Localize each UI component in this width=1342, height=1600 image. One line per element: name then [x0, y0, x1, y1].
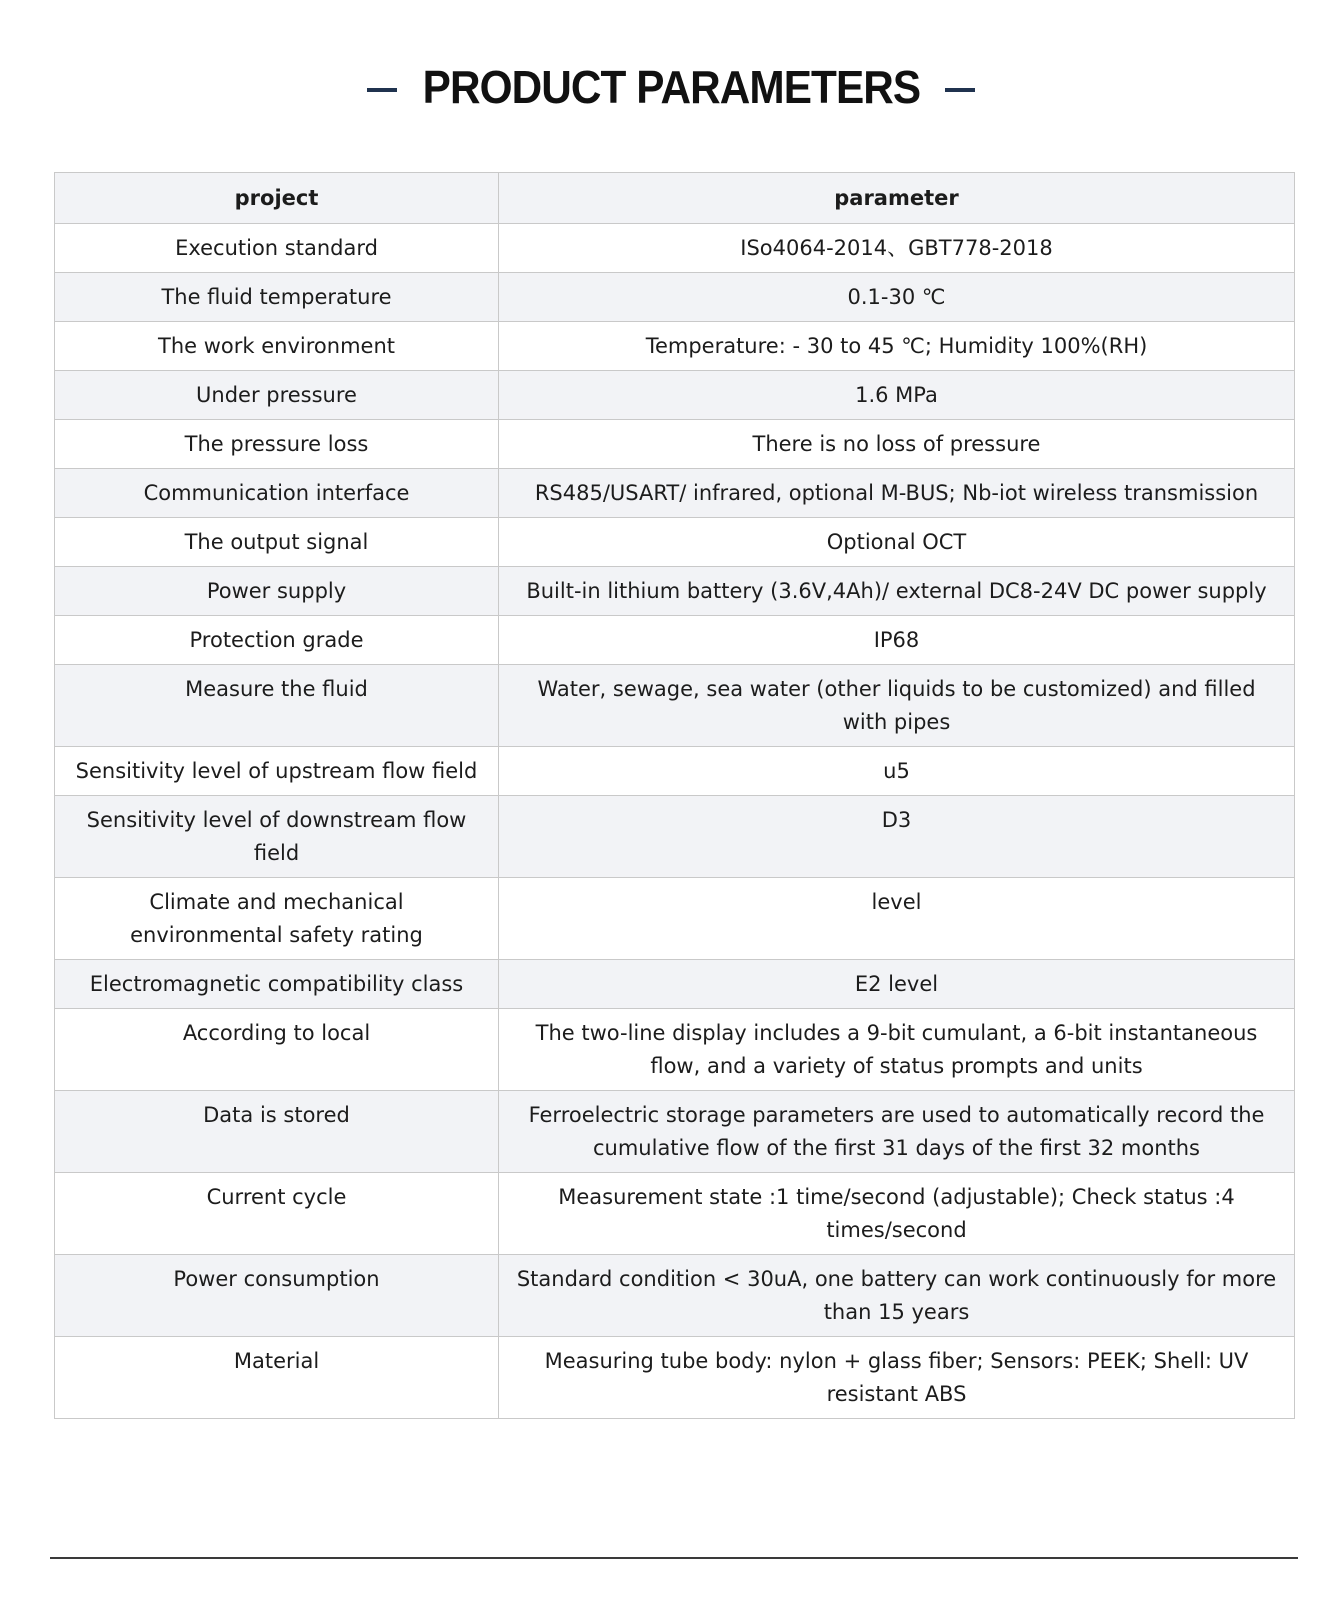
table-row [55, 322, 1295, 371]
table-row [55, 420, 1295, 469]
table-row [55, 1173, 1295, 1255]
table-row [55, 273, 1295, 322]
parameters-table [54, 172, 1295, 1419]
row-project-cell: The fluid temperature [55, 273, 499, 322]
row-project-cell: Communication interface [55, 469, 499, 518]
page-header [0, 60, 1342, 114]
table-row [55, 1009, 1295, 1091]
row-parameter-cell: Standard condition < 30uA, one battery can work continuously for more than 15 years [499, 1255, 1295, 1337]
table-header-row [55, 173, 1295, 224]
row-project-cell: Sensitivity level of upstream flow field [55, 747, 499, 796]
title-right-dash [945, 88, 975, 92]
row-project-cell: Measure the fluid [55, 665, 499, 747]
page-title: PRODUCT PARAMETERS [422, 61, 920, 113]
title-left-dash [367, 88, 397, 92]
row-parameter-cell: Optional OCT [499, 518, 1295, 567]
row-parameter-cell: 1.6 MPa [499, 371, 1295, 420]
row-project-cell: Execution standard [55, 224, 499, 273]
row-project-cell: Power supply [55, 567, 499, 616]
row-parameter-cell: Built-in lithium battery (3.6V,4Ah)/ external DC8-24V DC power supply [499, 567, 1295, 616]
row-project-cell: Data is stored [55, 1091, 499, 1173]
row-parameter-cell: Water, sewage, sea water (other liquids to be customized) and filled with pipes [499, 665, 1295, 747]
row-parameter-cell: D3 [499, 796, 1295, 878]
table-row [55, 665, 1295, 747]
table-row [55, 616, 1295, 665]
table-row [55, 796, 1295, 878]
row-project-cell: Current cycle [55, 1173, 499, 1255]
row-parameter-cell: RS485/USART/ infrared, optional M-BUS; Nb-iot wireless transmission [499, 469, 1295, 518]
row-project-cell: According to local [55, 1009, 499, 1091]
row-project-cell: Power consumption [55, 1255, 499, 1337]
table-row [55, 224, 1295, 273]
table-row [55, 1337, 1295, 1419]
header-parameter: parameter [499, 173, 1295, 224]
row-parameter-cell: Ferroelectric storage parameters are used to automatically record the cumulative flow of the first 31 days of the first 32 months [499, 1091, 1295, 1173]
table-row [55, 960, 1295, 1009]
row-parameter-cell: 0.1-30 ℃ [499, 273, 1295, 322]
table-row [55, 1255, 1295, 1337]
row-project-cell: Protection grade [55, 616, 499, 665]
row-parameter-cell: u5 [499, 747, 1295, 796]
row-project-cell: Climate and mechanical environmental safety rating [55, 878, 499, 960]
table-row [55, 518, 1295, 567]
row-project-cell: Material [55, 1337, 499, 1419]
row-parameter-cell: Temperature: - 30 to 45 ℃; Humidity 100%(RH) [499, 322, 1295, 371]
table-row [55, 567, 1295, 616]
table-row [55, 371, 1295, 420]
parameters-table-container [54, 172, 1294, 1419]
row-parameter-cell: ISo4064-2014、GBT778-2018 [499, 224, 1295, 273]
row-project-cell: The pressure loss [55, 420, 499, 469]
row-parameter-cell: The two-line display includes a 9-bit cumulant, a 6-bit instantaneous flow, and a variety of status prompts and units [499, 1009, 1295, 1091]
row-parameter-cell: E2 level [499, 960, 1295, 1009]
row-parameter-cell: Measurement state :1 time/second (adjustable); Check status :4 times/second [499, 1173, 1295, 1255]
row-project-cell: Sensitivity level of downstream flow field [55, 796, 499, 878]
row-parameter-cell: level [499, 878, 1295, 960]
row-parameter-cell: Measuring tube body: nylon + glass fiber; Sensors: PEEK; Shell: UV resistant ABS [499, 1337, 1295, 1419]
row-parameter-cell: There is no loss of pressure [499, 420, 1295, 469]
row-project-cell: Electromagnetic compatibility class [55, 960, 499, 1009]
table-row [55, 747, 1295, 796]
table-row [55, 878, 1295, 960]
row-project-cell: The work environment [55, 322, 499, 371]
row-parameter-cell: IP68 [499, 616, 1295, 665]
header-project: project [55, 173, 499, 224]
bottom-divider [50, 1557, 1298, 1559]
row-project-cell: The output signal [55, 518, 499, 567]
table-row [55, 1091, 1295, 1173]
table-row [55, 469, 1295, 518]
row-project-cell: Under pressure [55, 371, 499, 420]
